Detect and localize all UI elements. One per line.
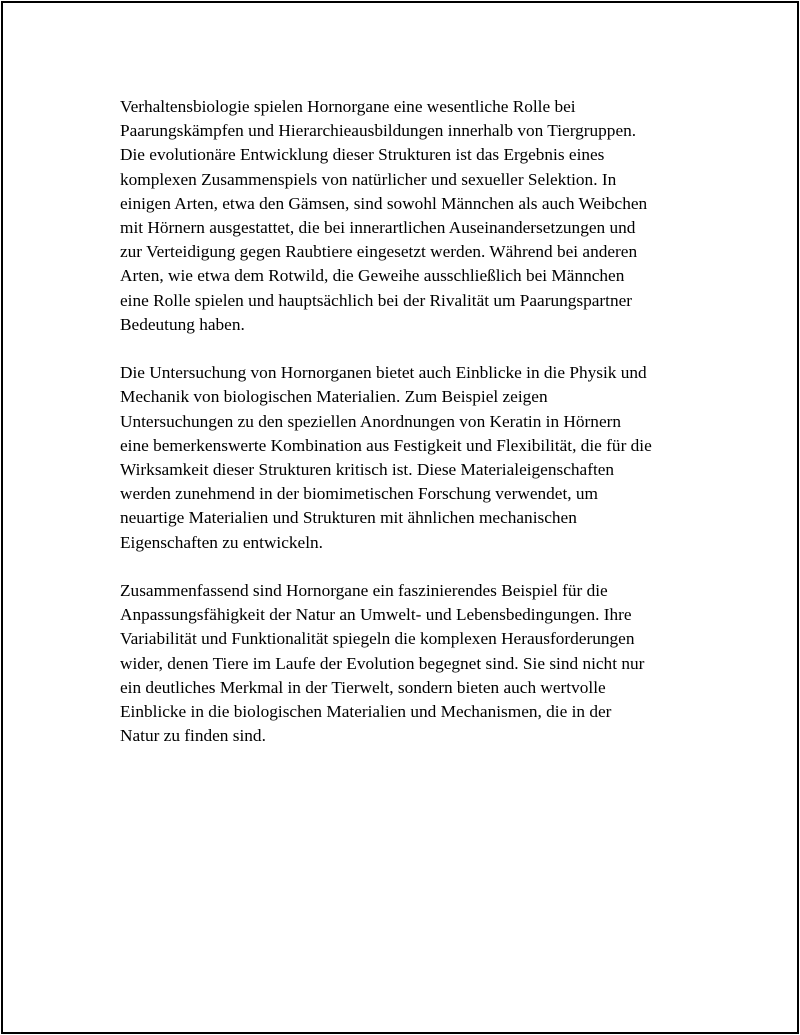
paragraph-zusammenfassung: Zusammenfassend sind Hornorgane ein faszinierendes Beispiel für die Anpassungsfähigkeit der Natur an Umwelt- und Lebensbedingungen. Ihre Variabilität und Funktionalität spiegeln die komplexen Herausforderungen wider, denen Tiere im Laufe der Evolution begegnet sind. Sie sind nicht nur ein deutliches Merkmal in der Tierwelt, sondern bieten auch wertvolle Einblicke in die biologischen Materialien und Mechanismen, die in der Natur zu finden sind.	[120, 581, 645, 746]
paragraph-hornorgane-materialien: Die Untersuchung von Hornorganen bietet auch Einblicke in die Physik und Mechanik von biologischen Materialien. Zum Beispiel zeigen Untersuchungen zu den speziellen Anordnungen von Keratin in Hörnern eine bemerkenswerte Kombination aus Festigkeit und Flexibilität, die für die Wirksamkeit dieser Strukturen kritisch ist. Diese Materialeigenschaften werden zunehmend in der biomimetischen Forschung verwendet, um neuartige Materialien und Strukturen mit ähnlichen mechanischen Eigenschaften zu entwickeln.	[120, 363, 652, 552]
page-frame	[1, 1, 799, 1034]
page-body	[120, 95, 692, 748]
paragraph-hornorgane-verhaltensbiologie: Verhaltensbiologie spielen Hornorgane eine wesentliche Rolle bei Paarungskämpfen und Hierarchieausbildungen innerhalb von Tiergruppen. Die evolutionäre Entwicklung dieser Strukturen ist das Ergebnis eines komplexen Zusammenspiels von natürlicher und sexueller Selektion. In einigen Arten, etwa den Gämsen, sind sowohl Männchen als auch Weibchen mit Hörnern ausgestattet, die bei innerartlichen Auseinandersetzungen und zur Verteidigung gegen Raubtiere eingesetzt werden. Während bei anderen Arten, wie etwa dem Rotwild, die Geweihe ausschließlich bei Männchen eine Rolle spielen und hauptsächlich bei der Rivalität um Paarungspartner Bedeutung haben.	[120, 97, 648, 334]
